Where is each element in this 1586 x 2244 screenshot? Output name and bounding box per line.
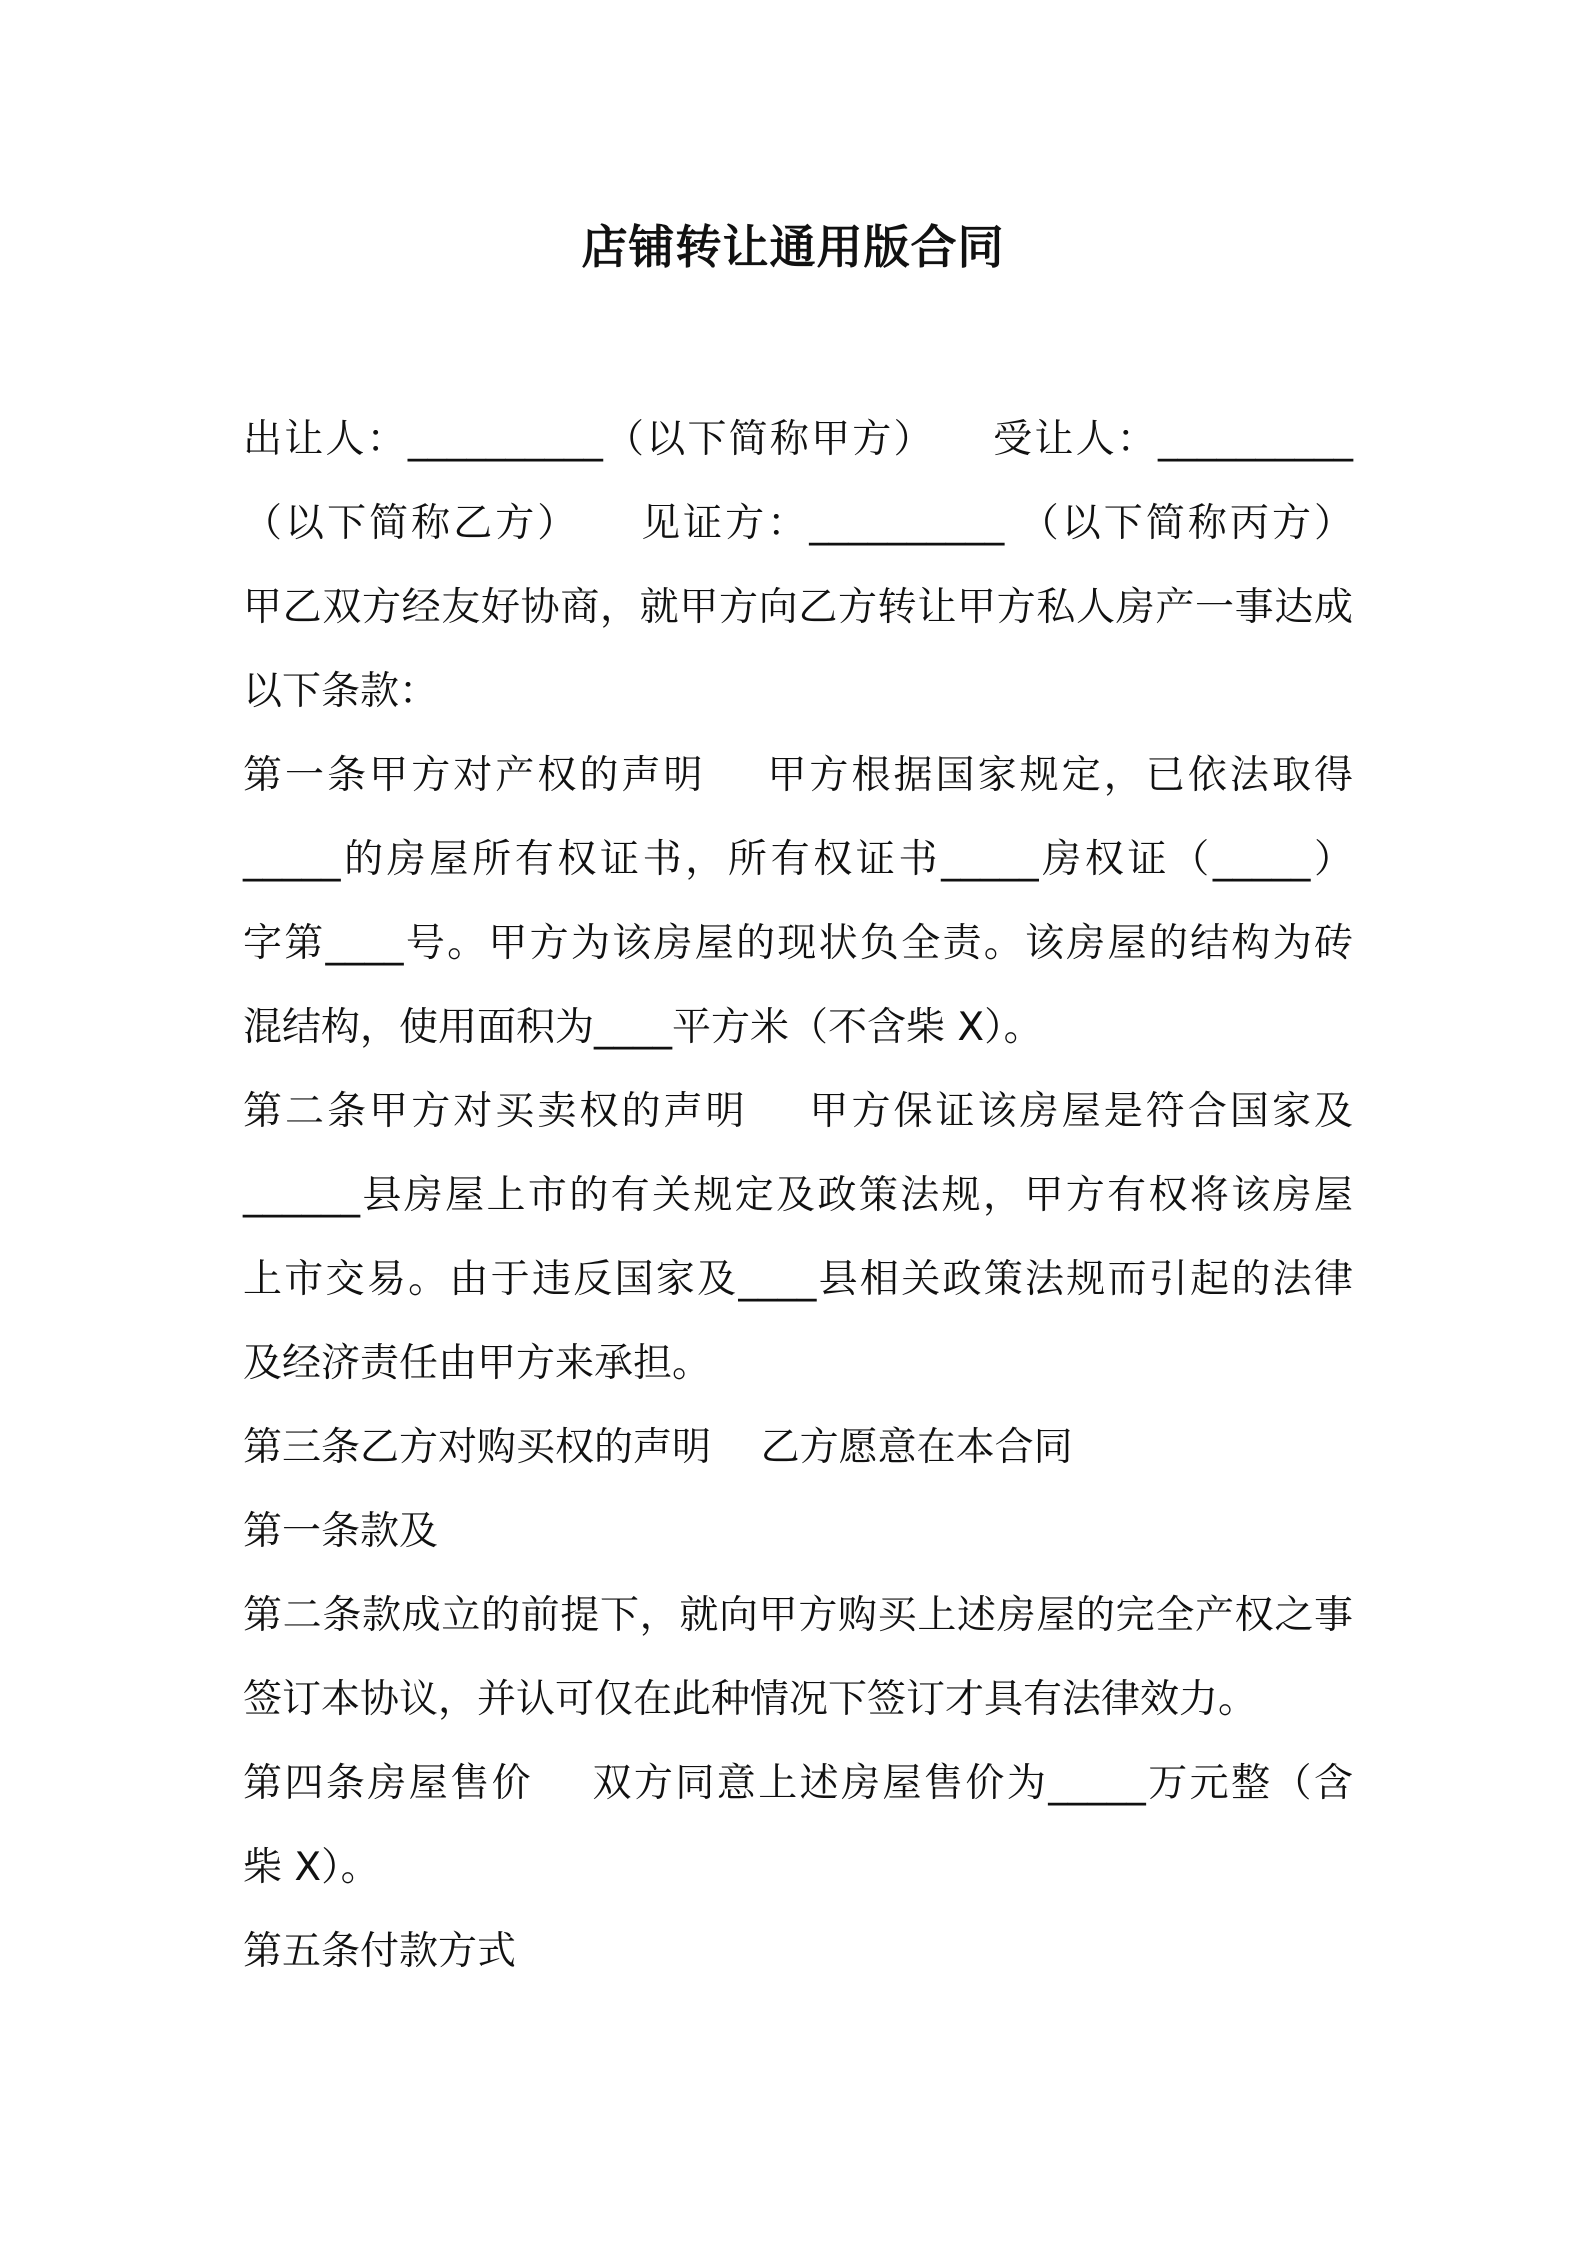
text-line: ______县房屋上市的有关规定及政策法规，甲方有权将该房屋	[243, 1173, 1353, 1218]
text-line: 及经济责任由甲方来承担。	[243, 1341, 712, 1386]
document-title: 店铺转让通用版合同	[581, 220, 1005, 274]
text-line: 第二条款成立的前提下，就向甲方购买上述房屋的完全产权之事	[243, 1593, 1353, 1638]
document-body	[243, 398, 1353, 1994]
text-line: 上市交易。由于违反国家及____县相关政策法规而引起的法律	[243, 1257, 1353, 1302]
text-line: 字第____号。甲方为该房屋的现状负全责。该房屋的结构为砖	[243, 921, 1353, 966]
text-line: （以下简称乙方） 见证方：__________ （以下简称丙方）	[243, 501, 1353, 546]
text-line: 柴 X）。	[243, 1845, 380, 1890]
text-line: 甲乙双方经友好协商，就甲方向乙方转让甲方私人房产一事达成	[243, 585, 1353, 630]
text-line: 第一条款及	[243, 1509, 439, 1554]
text-line: 第五条付款方式	[243, 1929, 517, 1974]
text-line: 第三条乙方对购买权的声明 乙方愿意在本合同	[243, 1425, 1073, 1470]
text-line: 混结构，使用面积为____平方米（不含柴 X）。	[243, 1005, 1043, 1050]
text-line: 第一条甲方对产权的声明 甲方根据国家规定，已依法取得	[243, 753, 1353, 798]
text-line: 以下条款：	[243, 669, 439, 714]
text-line: 第四条房屋售价 双方同意上述房屋售价为_____万元整（含	[243, 1761, 1353, 1806]
text-line: _____的房屋所有权证书，所有权证书_____房权证（_____）	[243, 837, 1353, 882]
text-line: 签订本协议，并认可仅在此种情况下签订才具有法律效力。	[243, 1677, 1258, 1722]
text-line: 第二条甲方对买卖权的声明 甲方保证该房屋是符合国家及	[243, 1089, 1353, 1134]
text-line: 出让人：__________（以下简称甲方） 受让人：__________	[243, 417, 1353, 462]
